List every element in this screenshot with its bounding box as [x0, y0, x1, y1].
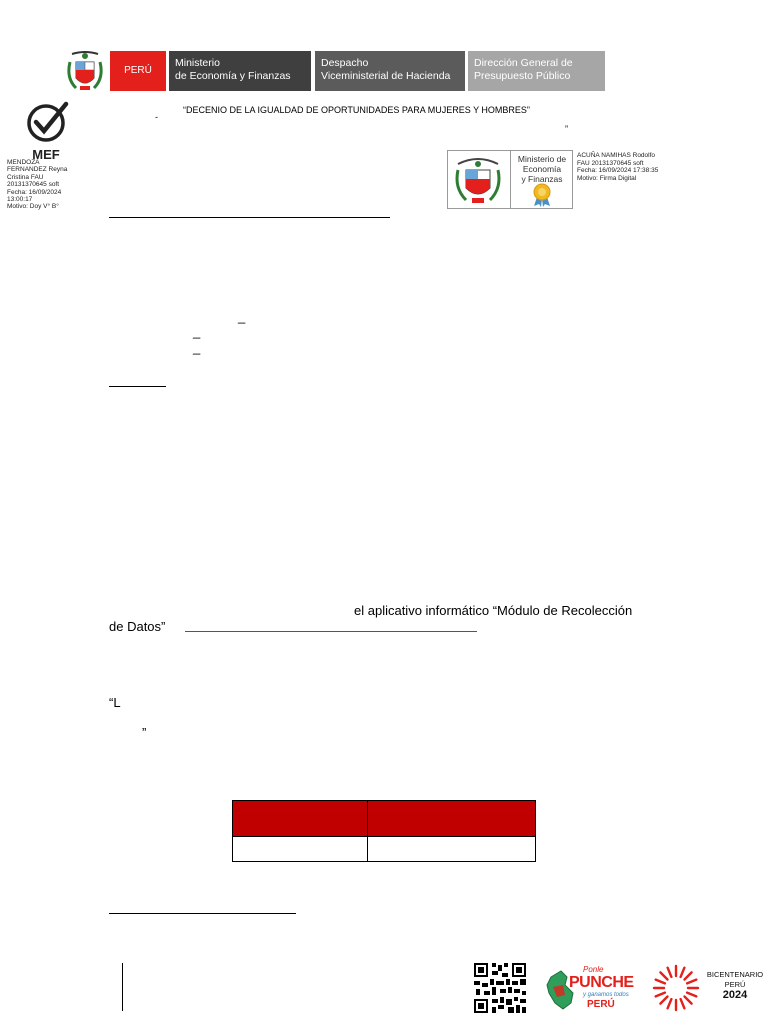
sig-left-line: Motivo: Doy V° B°	[7, 203, 59, 211]
bicentenario-emblem-icon	[651, 963, 701, 1013]
direccion-label-box	[468, 51, 605, 91]
section-underline	[109, 386, 166, 387]
ponle-punche-logo	[543, 963, 635, 1013]
quote-open: “L	[109, 695, 121, 710]
decenio-slogan: “DECENIO DE LA IGUALDAD DE OPORTUNIDADES PARA MUJERES Y HOMBRES”	[183, 105, 530, 115]
paragraph-part2: de Datos”	[109, 619, 166, 634]
bicentenario-text	[705, 970, 765, 1000]
punche-line1: Ponle	[583, 965, 604, 974]
table-header-cell	[233, 801, 368, 837]
despacho-line1: Despacho	[321, 57, 369, 69]
ministerio-line1: Ministerio	[175, 57, 220, 69]
sig-left-line: Cristina FAU	[7, 173, 44, 181]
dash-b: _	[193, 324, 201, 339]
sig-left-line: FERNANDEZ Reyna	[7, 166, 68, 174]
hyperlink-underline[interactable]	[185, 631, 477, 632]
decenio-dash: -	[155, 112, 158, 122]
sig-right-line: ACUÑA NAMIHAS Rodolfo	[577, 152, 656, 159]
bicentenario-label: BICENTENARIO	[706, 970, 764, 979]
punche-line4: PERÚ	[587, 999, 615, 1010]
sig-right-line: Motivo: Firma Digital	[577, 174, 637, 182]
bicentenario-year: 2024	[722, 989, 748, 1001]
punche-line2: PUNCHE	[569, 974, 634, 991]
peru-label-box	[110, 51, 166, 91]
footnote-separator	[109, 913, 296, 914]
peru-label: PERÚ	[124, 65, 152, 76]
sig-mef-line1: Ministerio de	[517, 154, 567, 164]
sig-right-line: FAU 20131370645 soft	[577, 159, 644, 167]
sig-mef-line2: Economía	[522, 164, 562, 174]
despacho-label-box	[315, 51, 465, 91]
peru-seal-icon	[452, 154, 504, 206]
signature-left	[7, 159, 87, 211]
table-cell	[368, 837, 536, 862]
sig-left-line: Fecha: 16/09/2024	[7, 188, 62, 196]
dash-c: _	[193, 340, 201, 355]
check-circle-icon	[22, 100, 72, 144]
signature-right	[577, 152, 687, 182]
ministerio-line2: de Economía y Finanzas	[175, 70, 291, 82]
quote-close: ”	[142, 725, 147, 740]
signature-box-divider	[510, 151, 511, 208]
mef-logo-text: MEF	[32, 147, 60, 162]
dash-a: _	[238, 309, 246, 324]
table-row	[233, 837, 536, 862]
punche-line3: y ganamos todos	[583, 992, 629, 998]
certified-medal-icon	[531, 183, 553, 207]
signature-mef-text	[512, 154, 572, 184]
footer-vertical-rule	[122, 963, 123, 1011]
ministerio-label-box	[169, 51, 311, 91]
table-header-row	[233, 801, 536, 837]
bicentenario-country: PERÚ	[724, 980, 746, 989]
direccion-line2: Presupuesto Público	[474, 70, 571, 82]
peru-coat-of-arms-icon	[66, 50, 104, 92]
data-table	[232, 800, 536, 862]
sig-left-line: MENDOZA	[7, 159, 40, 166]
table-cell	[233, 837, 368, 862]
sig-left-line: 13:00:17	[7, 196, 33, 204]
qr-code-icon[interactable]	[474, 963, 526, 1013]
despacho-line2: Viceministerial de Hacienda	[321, 70, 451, 82]
mef-check-logo	[22, 100, 72, 162]
sig-mef-line3: y Finanzas	[521, 174, 563, 184]
decenio-quote: ”	[565, 124, 568, 134]
sig-right-line: Fecha: 16/09/2024 17:38:35	[577, 167, 659, 175]
addressee-underline	[109, 217, 390, 218]
sig-left-line: 20131370645 soft	[7, 181, 60, 189]
direccion-line1: Dirección General de	[474, 57, 573, 69]
table-header-cell	[368, 801, 536, 837]
paragraph-part1: el aplicativo informático “Módulo de Recolección	[354, 603, 633, 618]
